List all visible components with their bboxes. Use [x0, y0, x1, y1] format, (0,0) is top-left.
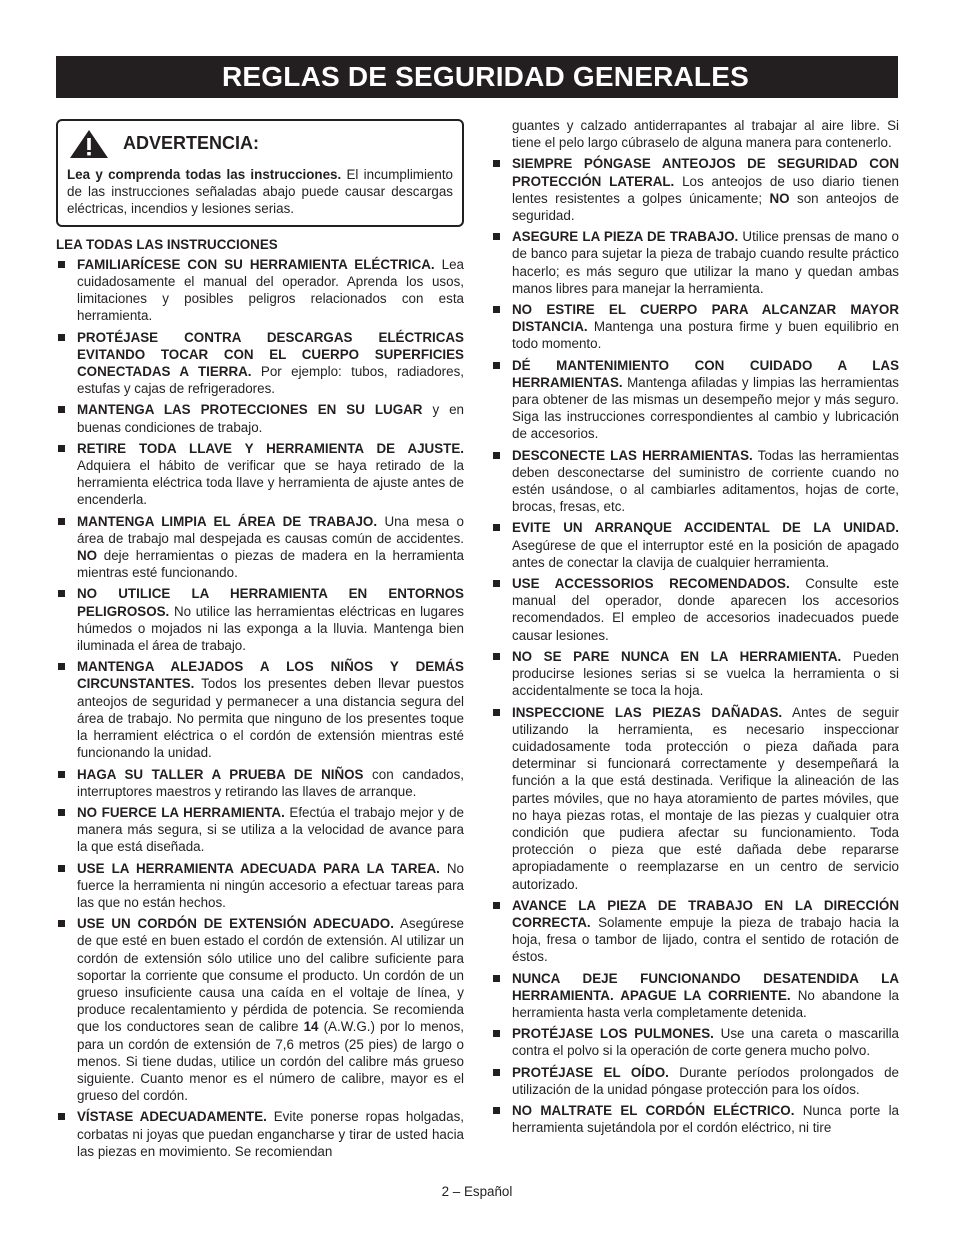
warning-triangle-icon: [69, 129, 109, 159]
warning-box: [56, 119, 464, 227]
square-bullet-icon: [58, 406, 65, 413]
square-bullet-icon: [58, 445, 65, 452]
rule-heading: EVITE UN ARRANQUE ACCIDENTAL DE LA UNIDAD.: [512, 520, 899, 536]
rule-text: Mantenga una postura firme y buen equilibrio en todo momento.: [512, 319, 899, 352]
rule-heading: SIEMPRE PÓNGASE ANTEOJOS DE SEGURIDAD CON PROTECCIÓN LATERAL.: [512, 156, 899, 189]
safety-rule-item: [491, 1102, 899, 1136]
continued-text: guantes y calzado antiderrapantes al trabajar al aire libre. Si tiene el pelo largo cúbraselo de alguna manera para contenerlo.: [512, 118, 899, 151]
square-bullet-icon: [58, 1113, 65, 1120]
square-bullet-icon: [58, 261, 65, 268]
safety-rule-item: [491, 897, 899, 966]
rule-text-continued: (A.W.G.) por lo menos, para un cordón de extensión de 7,6 metros (25 pies) de largo o menos. Si tiene dudas, utilice un cordón del calibre más grueso siguiente. Cuanto menor es el número de calibre, mayor es el grueso del cordón.: [77, 1019, 464, 1104]
rule-text-continued: son anteojos de seguridad.: [512, 190, 899, 224]
warning-title: ADVERTENCIA:: [123, 133, 260, 154]
safety-rule-item: [56, 658, 464, 761]
rule-heading: ASEGURE LA PIEZA DE TRABAJO.: [512, 229, 739, 245]
rule-heading: DÉ MANTENIMIENTO CON CUIDADO A LAS HERRAMIENTAS.: [512, 357, 899, 390]
rule-text: Use una careta o mascarilla contra el polvo si la operación de corte genera mucho polvo.: [512, 1026, 899, 1059]
square-bullet-icon: [58, 518, 65, 525]
rule-text-continued: deje herramientas o piezas de madera en la herramienta mientras esté funcionando.: [77, 548, 464, 581]
rule-emphasis: NO: [769, 190, 790, 206]
rule-text: Por ejemplo: tubos, radiadores, estufas y cajas de refrigeradores.: [77, 364, 464, 397]
rule-text: Todas las herramientas deben desconectarse del suministro de corriente cuando no estén usándose, o al cambiarles aditamentos, hojas de corte, brocas, fresas, etc.: [512, 447, 899, 515]
safety-rule-item: [56, 513, 464, 582]
rule-text: Una mesa o área de trabajo mal despejada es causas común de accidentes.: [77, 513, 464, 546]
rule-heading: HAGA SU TALLER A PRUEBA DE NIÑOS: [77, 766, 364, 782]
page-title: REGLAS DE SEGURIDAD GENERALES: [56, 56, 898, 98]
safety-rule-item: [491, 447, 899, 516]
rule-text: Lea cuidadosamente el manual del operador. Aprenda los usos, limitaciones y posibles peligros relacionados con esta herramienta.: [77, 256, 464, 324]
rule-text: Asegúrese de que el interruptor esté en la posición de apagado antes de conectar la clavija de cualquier herramienta.: [512, 537, 899, 570]
left-column: [56, 119, 464, 1164]
rule-heading: INSPECCIONE LAS PIEZAS DAÑADAS.: [512, 704, 783, 720]
square-bullet-icon: [58, 809, 65, 816]
safety-rule-item: [491, 1064, 899, 1098]
square-bullet-icon: [493, 975, 500, 982]
square-bullet-icon: [493, 306, 500, 313]
safety-rule-item: [56, 329, 464, 398]
safety-rule-item: [56, 860, 464, 912]
rule-text: Consulte este manual del operador, donde aparecen los accesorios recomendados. El empleo de accesorios inadecuados puede causar lesiones.: [512, 576, 899, 643]
safety-rule-item: [491, 519, 899, 571]
warning-text: [67, 166, 453, 218]
rule-heading: NO SE PARE NUNCA EN LA HERRAMIENTA.: [512, 648, 842, 664]
rule-heading: PROTÉJASE LOS PULMONES.: [512, 1026, 714, 1042]
rule-heading: NO UTILICE LA HERRAMIENTA EN ENTORNOS PELIGROSOS.: [77, 586, 464, 619]
rule-heading: NO FUERCE LA HERRAMIENTA.: [77, 804, 285, 820]
read-all-instructions-heading: LEA TODAS LAS INSTRUCCIONES: [56, 236, 278, 252]
rule-heading: PROTÉJASE EL OÍDO.: [512, 1064, 669, 1080]
left-rules-list: [56, 256, 464, 1160]
rule-heading: AVANCE LA PIEZA DE TRABAJO EN LA DIRECCIÓN CORRECTA.: [512, 897, 899, 930]
rule-text: Solamente empuje la pieza de trabajo hacia la hoja, fresa o tambor de lijado, contra el sentido de rotación de éstos.: [512, 914, 899, 965]
safety-rule-item: [491, 1025, 899, 1059]
square-bullet-icon: [58, 590, 65, 597]
safety-rule-item: [491, 970, 899, 1022]
safety-rule-item: [56, 585, 464, 654]
safety-rule-item: [56, 915, 464, 1104]
square-bullet-icon: [58, 663, 65, 670]
square-bullet-icon: [58, 865, 65, 872]
square-bullet-icon: [493, 653, 500, 660]
rule-text: No abandone la herramienta hasta verla completamente detenida.: [512, 987, 899, 1020]
square-bullet-icon: [493, 580, 500, 587]
square-bullet-icon: [58, 771, 65, 778]
safety-rule-item: [56, 440, 464, 509]
rule-text: y en buenas condiciones de trabajo.: [77, 402, 465, 435]
rule-emphasis: 14: [303, 1019, 319, 1035]
warning-body-text: El incumplimiento de las instrucciones señaladas abajo puede causar descargas eléctricas, incendios y lesiones serias.: [67, 167, 453, 217]
safety-rule-item: [56, 256, 464, 325]
right-rules-list: [491, 155, 899, 1136]
square-bullet-icon: [493, 452, 500, 459]
rule-heading: USE ACCESSORIOS RECOMENDADOS.: [512, 576, 790, 592]
square-bullet-icon: [493, 709, 500, 716]
rule-heading: MANTENGA LAS PROTECCIONES EN SU LUGAR: [77, 402, 423, 418]
warning-bold-text: Lea y comprenda todas las instrucciones.: [67, 167, 342, 182]
rule-text: Mantenga afiladas y limpias las herramientas para obtener de las mismas un desempeño mejor y más seguro. Siga las instrucciones correspondientes al cambio y lubricación de accesorios.: [512, 374, 899, 442]
right-column: [491, 117, 899, 1140]
square-bullet-icon: [493, 160, 500, 167]
square-bullet-icon: [493, 902, 500, 909]
rule-text: Adquiera el hábito de verificar que se haya retirado de la herramienta eléctrica toda llave y herramienta de ajuste antes de encenderla.: [77, 458, 464, 508]
rule-text: No utilice las herramientas eléctricas en lugares húmedos o mojados ni las exponga a la lluvia. Mantenga bien iluminada el área de trabajo.: [77, 603, 464, 654]
rule-text: Durante períodos prolongados de utilización de la unidad póngase protección para los oídos.: [512, 1064, 899, 1097]
rule-heading: DESCONECTE LAS HERRAMIENTAS.: [512, 447, 753, 463]
rule-text: con candados, interruptores maestros y retirando las llaves de arranque.: [77, 766, 465, 799]
rule-heading: MANTENGA ALEJADOS A LOS NIÑOS Y DEMÁS CIRCUNSTANTES.: [77, 659, 464, 692]
rule-text: Evite ponerse ropas holgadas, corbatas ni joyas que puedan engancharse y tirar de usted hacia las piezas en movimiento. Se recomiendan: [77, 1109, 464, 1159]
safety-rule-item: [56, 766, 464, 800]
square-bullet-icon: [493, 362, 500, 369]
rule-heading: RETIRE TODA LLAVE Y HERRAMIENTA DE AJUSTE.: [77, 440, 464, 456]
rule-text: No fuerce la herramienta ni ningún accesorio a efectuar tareas para las que no están hechos.: [77, 860, 464, 910]
safety-rule-item: [56, 1108, 464, 1160]
rule-text: Pueden producirse lesiones serias si se vuelca la herramienta o si accidentalmente se toca la hoja.: [512, 648, 900, 699]
safety-rule-item: [491, 704, 899, 893]
rule-heading: NO MALTRATE EL CORDÓN ELÉCTRICO.: [512, 1102, 795, 1118]
warning-header: [67, 129, 453, 159]
rule-heading: NUNCA DEJE FUNCIONANDO DESATENDIDA LA HERRAMIENTA. APAGUE LA CORRIENTE.: [512, 970, 899, 1003]
square-bullet-icon: [58, 334, 65, 341]
rule-text: Todos los presentes deben llevar puestos anteojos de seguridad y permanecer a una distancia segura del área de trabajo. No permita que ninguno de los presentes toque la herramient eléctrica o el cordón de extensión mientras esté funcionando la unidad.: [77, 676, 464, 761]
rule-heading: NO ESTIRE EL CUERPO PARA ALCANZAR MAYOR DISTANCIA.: [512, 302, 899, 335]
rule-text: Nunca porte la herramienta sujetándola por el cordón eléctrico, ni tire: [512, 1102, 900, 1136]
square-bullet-icon: [493, 1107, 500, 1114]
rule-text: Antes de seguir utilizando la herramienta, es necesario inspeccionar cuidadosamente toda protección o pieza dañada para determinar si funcionará correctamente y desempeñará la función a la que está destinada. Verifique la alineación de las partes móviles, que no haya atoramiento de partes móviles, que no haya piezas rotas, el montaje de las piezas y cualquier otra condición que pudiera afectar su funcionamiento. Toda protección o pieza que esté dañada debe repararse apropiadamente o reemplazarse en un centro de servicio autorizado.: [512, 704, 899, 892]
square-bullet-icon: [493, 524, 500, 531]
rule-heading: VÍSTASE ADECUADAMENTE.: [77, 1109, 267, 1125]
rule-text: Los anteojos de uso diario tienen lentes resistentes a golpes únicamente;: [512, 173, 899, 206]
rule-text: Efectúa el trabajo mejor y de manera más segura, si se utiliza a la velocidad de avance para la que está diseñada.: [77, 804, 464, 855]
rule-heading: USE UN CORDÓN DE EXTENSIÓN ADECUADO.: [77, 916, 394, 932]
safety-rule-item: [56, 804, 464, 856]
safety-rule-item: [491, 155, 899, 224]
rule-text: Asegúrese de que esté en buen estado el cordón de extensión. Al utilizar un cordón de extensión sólo utilice uno del calibre suficiente para soportar la corriente que consume el producto. Un cordón de un grueso insuficiente causa una caída en el voltaje de línea, y produce recalentamiento y pérdida de potencia. Se recomienda que los conductores sean de calibre: [77, 916, 464, 1035]
safety-rule-item: [491, 648, 899, 700]
rule-heading: FAMILIARÍCESE CON SU HERRAMIENTA ELÉCTRICA.: [77, 256, 435, 272]
safety-rule-item: [491, 228, 899, 297]
rule-emphasis: NO: [77, 548, 98, 564]
rule-text: Utilice prensas de mano o de banco para sujetar la pieza de trabajo cuando resulte práctico hacerlo; es más seguro que utilizar la mano y quedan ambas manos libres para manejar la herramienta.: [512, 229, 900, 296]
square-bullet-icon: [493, 233, 500, 240]
square-bullet-icon: [58, 920, 65, 927]
square-bullet-icon: [493, 1030, 500, 1037]
square-bullet-icon: [493, 1069, 500, 1076]
rule-heading: USE LA HERRAMIENTA ADECUADA PARA LA TAREA.: [77, 860, 440, 876]
page-footer: 2 – Español: [441, 1184, 513, 1199]
safety-rule-item: [491, 357, 899, 443]
rule-heading: MANTENGA LIMPIA EL ÁREA DE TRABAJO.: [77, 513, 378, 529]
safety-rule-item: [56, 401, 464, 435]
rule-heading: PROTÉJASE CONTRA DESCARGAS ELÉCTRICAS EVITANDO TOCAR CON EL CUERPO SUPERFICIES CONECTADAS A TIERRA.: [77, 329, 464, 380]
safety-rule-item: [491, 575, 899, 644]
safety-rule-item: [491, 301, 899, 353]
